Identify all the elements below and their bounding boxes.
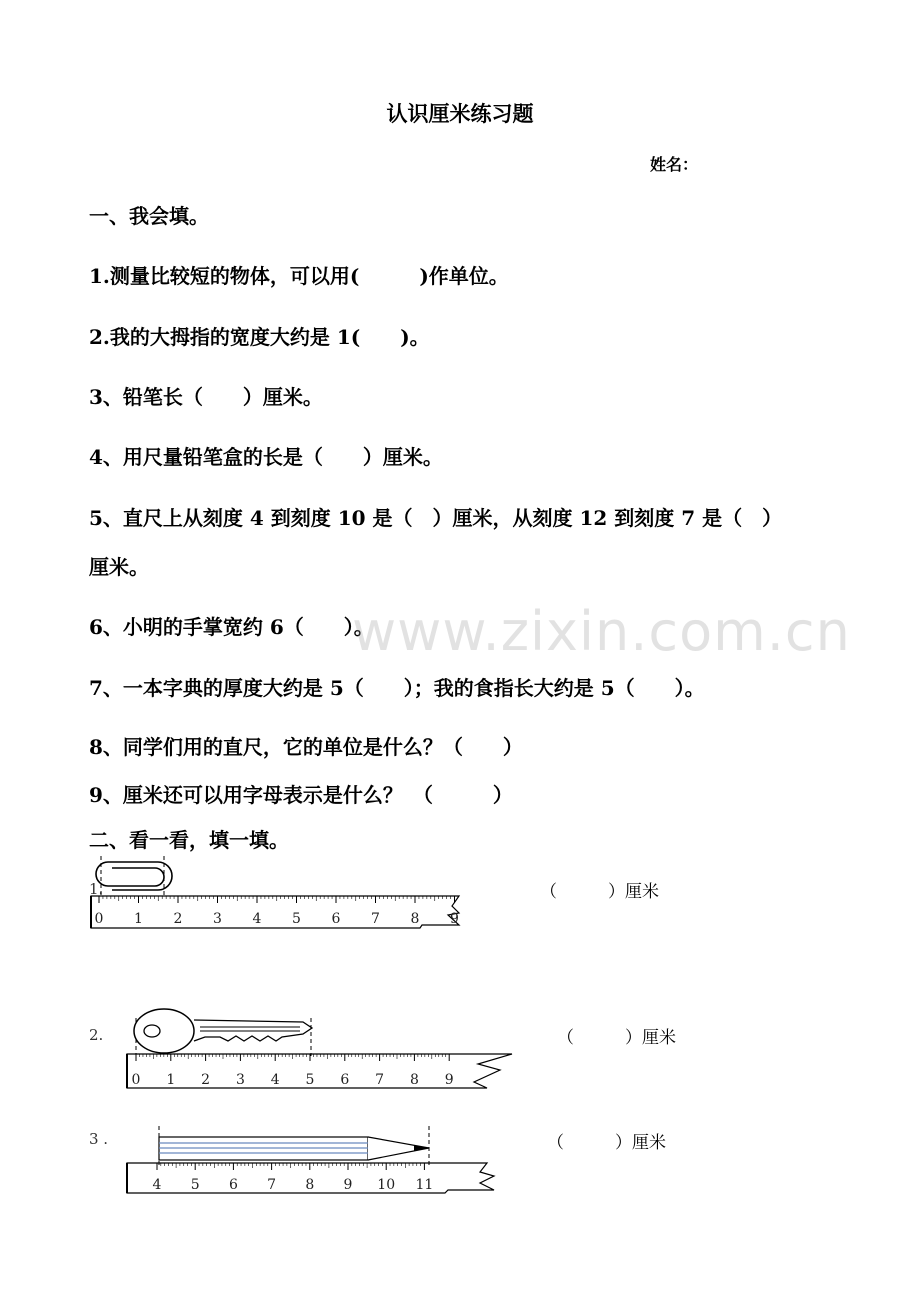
question-7: 7、一本字典的厚度大约是 5（ ）；我的食指长大约是 5（ ）。 (89, 676, 705, 700)
question-4: 4、用尺量铅笔盒的长是（ ）厘米。 (89, 445, 443, 469)
ruler-3-ticks (153, 1163, 434, 1193)
ruler-tick-label: 1 (166, 1072, 176, 1088)
item-3-answer: （ ）厘米 (547, 1133, 666, 1153)
item-3-number: 3 . (89, 1130, 109, 1148)
ruler-tick-label: 6 (228, 1177, 238, 1193)
question-1: 1.测量比较短的物体，可以用( )作单位。 (89, 264, 509, 288)
ruler-tick-label: 2 (173, 911, 183, 927)
ruler-tick-label: 8 (409, 1072, 419, 1088)
section-1-heading: 一、我会填。 (89, 204, 209, 228)
ruler-tick-label: 11 (415, 1177, 434, 1193)
question-5: 5、直尺上从刻度 4 到刻度 10 是（ ）厘米，从刻度 12 到刻度 7 是（ ） (89, 506, 783, 530)
ruler-tick-label: 7 (267, 1177, 277, 1193)
ruler-tick-label: 8 (305, 1177, 315, 1193)
key-icon (134, 1009, 312, 1056)
ruler-1 (91, 896, 459, 928)
ruler-tick-label: 4 (152, 1177, 162, 1193)
ruler-tick-label: 9 (444, 1072, 454, 1088)
ruler-tick-label: 6 (331, 911, 341, 927)
watermark: www.zixin.com.cn (352, 600, 851, 663)
ruler-tick-label: 4 (270, 1072, 280, 1088)
ruler-tick-label: 9 (450, 911, 459, 927)
ruler-1-ticks (95, 896, 459, 927)
ruler-tick-label: 5 (292, 911, 301, 927)
ruler-tick-label: 5 (190, 1177, 200, 1193)
paper-clip-icon (96, 856, 172, 898)
item-1-answer: （ ）厘米 (540, 882, 659, 902)
question-2: 2.我的大拇指的宽度大约是 1( )。 (89, 325, 430, 349)
ruler-tick-label: 3 (235, 1072, 245, 1088)
item-2-number: 2. (89, 1026, 104, 1044)
name-label: 姓名： (650, 155, 699, 174)
ruler-tick-label: 2 (201, 1072, 211, 1088)
ruler-2 (127, 1054, 512, 1088)
page-title: 认识厘米练习题 (386, 101, 534, 126)
ruler-tick-label: 10 (377, 1177, 396, 1193)
ruler-tick-label: 7 (371, 911, 380, 927)
ruler-tick-label: 4 (252, 911, 262, 927)
pencil-icon (159, 1126, 429, 1165)
item-2-answer: （ ）厘米 (557, 1028, 676, 1048)
ruler-2-ticks (132, 1054, 454, 1088)
ruler-tick-label: 1 (134, 911, 143, 927)
ruler-tick-label: 6 (340, 1072, 350, 1088)
question-9: 9、厘米还可以用字母表示是什么？ （ ） (89, 783, 513, 807)
ruler-tick-label: 8 (410, 911, 420, 927)
ruler-tick-label: 3 (213, 911, 222, 927)
question-6: 6、小明的手掌宽约 6（ ）。 (89, 615, 374, 639)
ruler-tick-label: 0 (131, 1072, 141, 1088)
question-8: 8、同学们用的直尺，它的单位是什么？（ ） (89, 735, 523, 759)
ruler-tick-label: 0 (94, 911, 104, 927)
ruler-tick-label: 9 (343, 1177, 353, 1193)
question-3: 3、铅笔长（ ）厘米。 (89, 385, 323, 409)
ruler-tick-label: 7 (375, 1072, 385, 1088)
question-5-continued: 厘米。 (89, 555, 149, 579)
section-2-heading: 二、看一看，填一填。 (89, 828, 289, 852)
item-1-number: 1. (89, 880, 104, 898)
ruler-tick-label: 5 (305, 1072, 315, 1088)
